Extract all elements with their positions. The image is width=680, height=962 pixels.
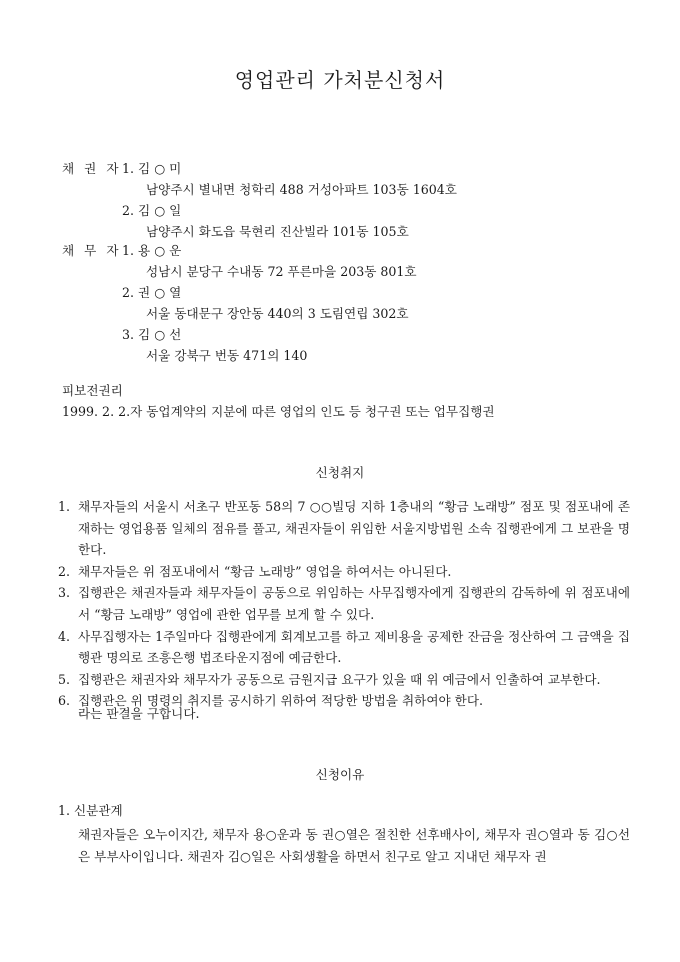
debtor-name: 1. 용 ○ 운 [122, 243, 182, 258]
creditor-name: 2. 김 ○ 일 [122, 203, 182, 218]
item-text: 집행관은 채권자들과 채무자들이 공동으로 위임하는 사무집행자에게 집행관의 감독하에 위 점포내에서 “황금 노래방” 영업에 관한 업무를 보게 할 수 있다. [78, 585, 630, 622]
creditor-address: 남양주시 화도읍 묵현리 진산빌라 101동 105호 [146, 224, 409, 239]
item-text: 사무집행자는 1주일마다 집행관에게 회계보고를 하고 제비용을 공제한 잔금을 정산하여 그 금액을 집행관 명의로 조흥은행 법조타운지점에 예금한다. [78, 628, 630, 666]
creditor-address: 남양주시 별내면 청학리 488 거성아파트 103동 1604호 [146, 182, 457, 197]
item-text: 채무자들은 위 점포내에서 “황금 노래방” 영업을 하여서는 아니된다. [78, 563, 452, 579]
creditor-name: 1. 김 ○ 미 [122, 161, 182, 176]
debtor-address: 서울 강북구 번동 471의 140 [146, 348, 308, 363]
purpose-item [58, 561, 630, 583]
preserved-right-label: 피보전권리 [62, 383, 123, 398]
item-number: 6. [58, 693, 71, 709]
debtor-address: 서울 동대문구 장안동 440의 3 도림연립 302호 [146, 306, 409, 321]
item-number: 2. [58, 563, 71, 579]
purpose-item [58, 496, 630, 561]
item-number: 1. [58, 499, 71, 514]
debtor-name: 2. 권 ○ 열 [122, 285, 182, 300]
debtor-address: 성남시 분당구 수내동 72 푸른마을 203동 801호 [146, 264, 417, 279]
purpose-closing: 라는 판결을 구합니다. [78, 706, 200, 721]
purpose-item [58, 582, 630, 625]
item-number: 5. [58, 671, 71, 687]
creditor-role-label: 채 권 자 [62, 161, 122, 176]
item-text: 채무자들의 서울시 서초구 반포동 58의 7 ○○빌딩 지하 1층내의 “황금 노래방” 점포 및 점포내에 존재하는 영업용품 일체의 점유를 풀고, 채권자들이 위임한 서울지방법원 소속 집행관에게 그 보관을 명한다. [78, 499, 630, 558]
item-text: 집행관은 위 명령의 취지를 공시하기 위하여 적당한 방법을 취하여야 한다. [78, 693, 483, 709]
preserved-right-text: 1999. 2. 2.자 동업계약의 지분에 따른 영업의 인도 등 청구권 또는 업무집행권 [62, 404, 495, 419]
reasons-heading: 신청이유 [315, 767, 365, 782]
document-title: 영업관리 가처분신청서 [234, 68, 446, 92]
purpose-item [58, 669, 630, 691]
debtor-role-label: 채 무 자 [62, 243, 122, 258]
item-text: 집행관은 채권자와 채무자가 공동으로 금원지급 요구가 있을 때 위 예금에서 인출하여 교부한다. [78, 671, 601, 687]
purpose-item [58, 626, 630, 669]
purpose-list [58, 496, 630, 712]
debtor-section [62, 240, 642, 363]
item-number: 3. [58, 585, 71, 601]
reason-section-title: 1. 신분관계 [58, 803, 123, 818]
purpose-heading: 신청취지 [315, 465, 365, 480]
reason-section-text: 채권자들은 오누이지간, 채무자 용○운과 동 권○열은 절친한 선후배사이, 채무자 권○열과 동 김○선은 부부사이입니다. 채권자 김○일은 사회생활을 하면서 친구로 알고 지내던 채무자 권 [78, 827, 630, 864]
debtor-name: 3. 김 ○ 선 [122, 327, 182, 342]
creditor-section [62, 158, 642, 238]
item-number: 4. [58, 628, 71, 644]
